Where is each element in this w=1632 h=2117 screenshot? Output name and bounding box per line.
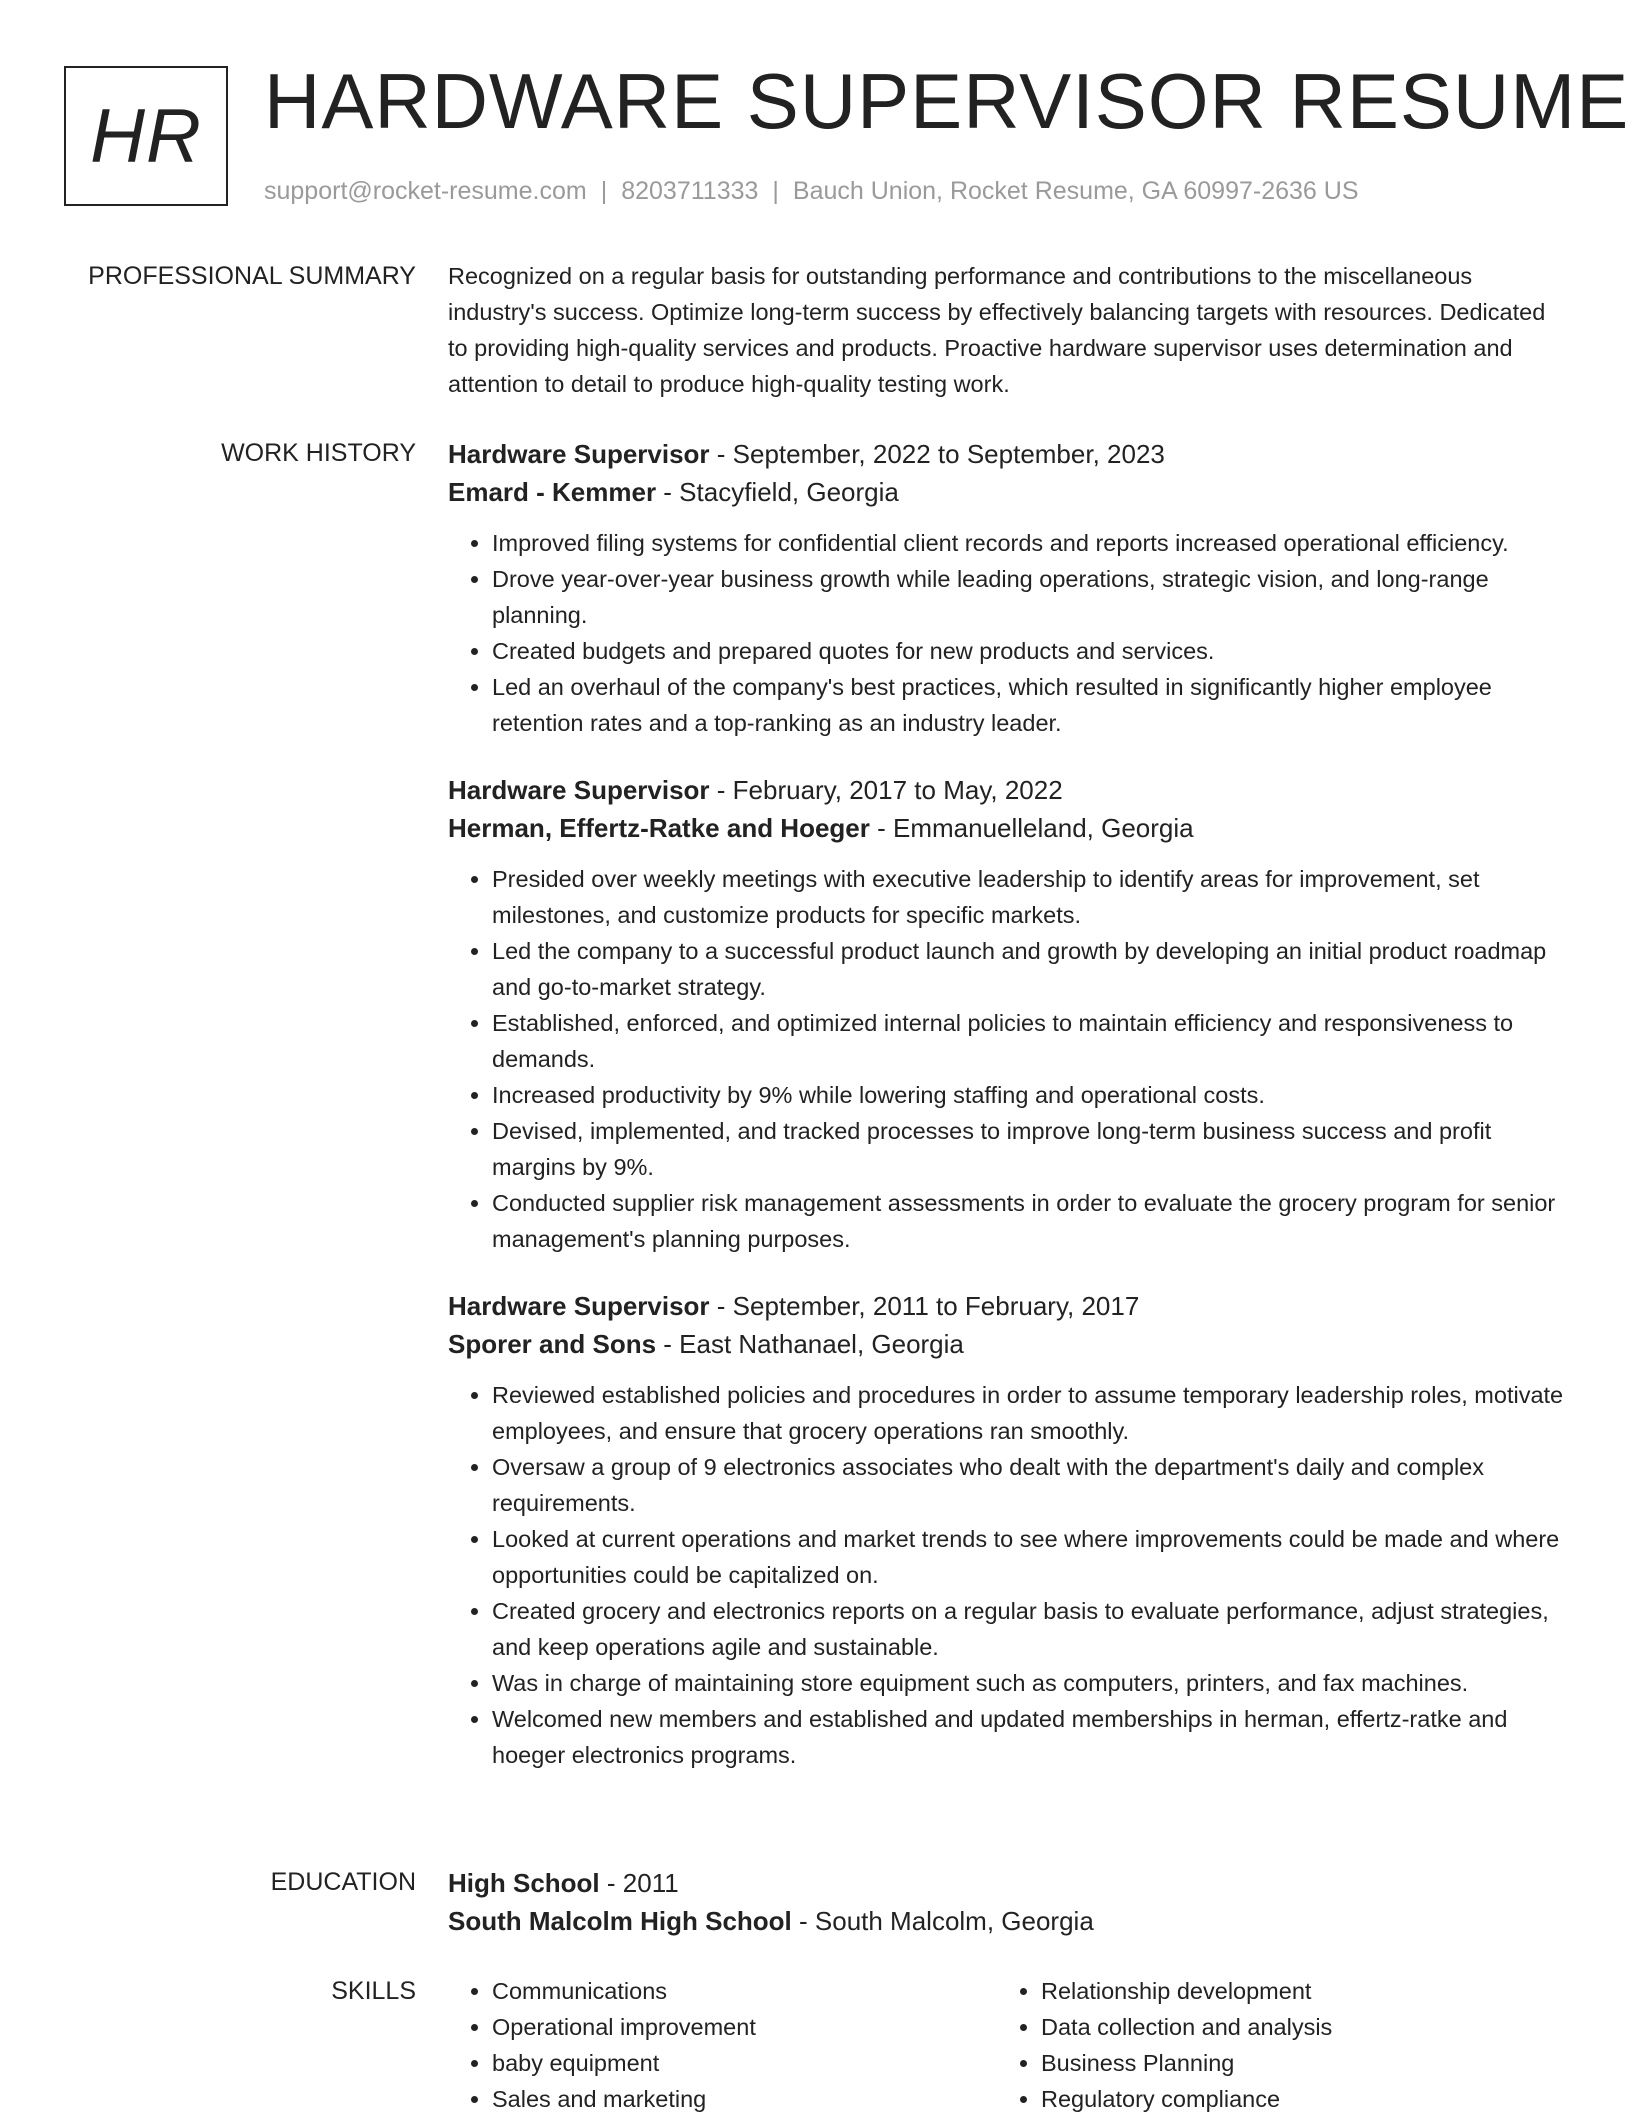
contact-line: [264, 174, 1359, 208]
skills-grid: [448, 1973, 1570, 2117]
education-location: - South Malcolm, Georgia: [791, 1906, 1094, 1936]
job-bullet: • Established, enforced, and optimized internal policies to maintain efficiency and responsiveness to demands.: [492, 1005, 1570, 1077]
education-degree: High School: [448, 1868, 600, 1898]
job-company: Emard - Kemmer: [448, 477, 657, 507]
skill-item: • Operational improvement: [492, 2009, 997, 2045]
job-title: Hardware Supervisor: [448, 775, 710, 805]
job-entry: [448, 435, 1570, 741]
job-title-line: [448, 435, 1570, 473]
contact-separator: |: [600, 177, 608, 205]
job-bullets: [448, 861, 1570, 1257]
job-bullet: • Was in charge of maintaining store equipment such as computers, printers, and fax machines.: [492, 1665, 1570, 1701]
job-bullet: • Devised, implemented, and tracked processes to improve long-term business success and profit margins by 9%.: [492, 1113, 1570, 1185]
job-company-line: [448, 1325, 1570, 1363]
skills-body: [448, 1973, 1570, 2117]
job-bullet: • Created grocery and electronics reports on a regular basis to evaluate performance, adjust strategies, and keep operations agile and sustainable.: [492, 1593, 1570, 1665]
education-body: [448, 1864, 1570, 1940]
job-dates: - September, 2022 to September, 2023: [709, 439, 1165, 469]
job-dates: - February, 2017 to May, 2022: [709, 775, 1063, 805]
job-bullet: • Presided over weekly meetings with executive leadership to identify areas for improvement, set milestones, and customize products for specific markets.: [492, 861, 1570, 933]
education-school: South Malcolm High School: [448, 1906, 792, 1936]
section-label-education: EDUCATION: [270, 1868, 416, 1896]
skill-item: • Regulatory compliance: [1041, 2081, 1546, 2117]
job-bullet: • Conducted supplier risk management assessments in order to evaluate the grocery program for senior management's planning purposes.: [492, 1185, 1570, 1257]
job-bullet: • Oversaw a group of 9 electronics associates who dealt with the department's daily and complex requirements.: [492, 1449, 1570, 1521]
job-title: Hardware Supervisor: [448, 1291, 710, 1321]
resume-title: HARDWARE SUPERVISOR RESUME: [264, 57, 1630, 145]
job-bullet: • Reviewed established policies and procedures in order to assume temporary leadership roles, motivate employees, and ensure that grocery operations ran smoothly.: [492, 1377, 1570, 1449]
job-location: - Emmanuelleland, Georgia: [869, 813, 1194, 843]
contact-address: Bauch Union, Rocket Resume, GA 60997-2636 US: [792, 177, 1359, 205]
job-bullet: • Looked at current operations and market trends to see where improvements could be made and where opportunities could be capitalized on.: [492, 1521, 1570, 1593]
job-entry: [448, 1287, 1570, 1773]
section-label-skills: SKILLS: [331, 1977, 416, 2005]
contact-separator: |: [772, 177, 779, 205]
job-company: Sporer and Sons: [448, 1329, 657, 1359]
skill-item: • Sales and marketing: [492, 2081, 997, 2117]
job-bullet: • Created budgets and prepared quotes for new products and services.: [492, 633, 1570, 669]
job-title-line: [448, 771, 1570, 809]
contact-phone[interactable]: 8203711333: [621, 177, 759, 205]
job-company-line: [448, 809, 1570, 847]
job-entry: [448, 771, 1570, 1257]
job-bullet: • Led an overhaul of the company's best practices, which resulted in significantly higher employee retention rates and a top-ranking as an industry leader.: [492, 669, 1570, 741]
job-bullet: • Welcomed new members and established and updated memberships in herman, effertz-ratke and hoeger electronics programs.: [492, 1701, 1570, 1773]
contact-email[interactable]: support@rocket-resume.com: [264, 177, 587, 205]
skills-column-left: [448, 1973, 997, 2117]
job-bullets: [448, 525, 1570, 741]
work-history-body: [448, 435, 1570, 1803]
job-bullet: • Led the company to a successful product launch and growth by developing an initial product roadmap and go-to-market strategy.: [492, 933, 1570, 1005]
job-location: - East Nathanael, Georgia: [656, 1329, 964, 1359]
skills-column-right: [997, 1973, 1546, 2117]
education-year: - 2011: [599, 1868, 679, 1898]
section-label-summary: PROFESSIONAL SUMMARY: [88, 262, 416, 290]
skill-item: • Business Planning: [1041, 2045, 1546, 2081]
job-bullet: • Improved filing systems for confidential client records and reports increased operational efficiency.: [492, 525, 1570, 561]
education-school-line: [448, 1902, 1570, 1940]
job-bullet: • Increased productivity by 9% while lowering staffing and operational costs.: [492, 1077, 1570, 1113]
job-bullets: [448, 1377, 1570, 1773]
job-company: Herman, Effertz-Ratke and Hoeger: [448, 813, 870, 843]
skill-item: • Relationship development: [1041, 1973, 1546, 2009]
section-label-work-history: WORK HISTORY: [221, 439, 416, 467]
job-title-line: [448, 1287, 1570, 1325]
job-company-line: [448, 473, 1570, 511]
monogram-logo: HR: [64, 66, 228, 206]
job-bullet: • Drove year-over-year business growth while leading operations, strategic vision, and long-range planning.: [492, 561, 1570, 633]
skill-item: • Communications: [492, 1973, 997, 2009]
summary-text: Recognized on a regular basis for outstanding performance and contributions to the miscellaneous industry's success. Optimize long-term success by effectively balancing targets with resources. Dedicated to providing high-quality services and products. Proactive hardware supervisor uses determination and attention to detail to produce high-quality testing work.: [448, 263, 1546, 397]
job-location: - Stacyfield, Georgia: [656, 477, 899, 507]
skill-item: • baby equipment: [492, 2045, 997, 2081]
job-title: Hardware Supervisor: [448, 439, 710, 469]
job-dates: - September, 2011 to February, 2017: [709, 1291, 1140, 1321]
summary-body: [448, 258, 1570, 402]
skill-item: • Data collection and analysis: [1041, 2009, 1546, 2045]
education-degree-line: [448, 1864, 1570, 1902]
